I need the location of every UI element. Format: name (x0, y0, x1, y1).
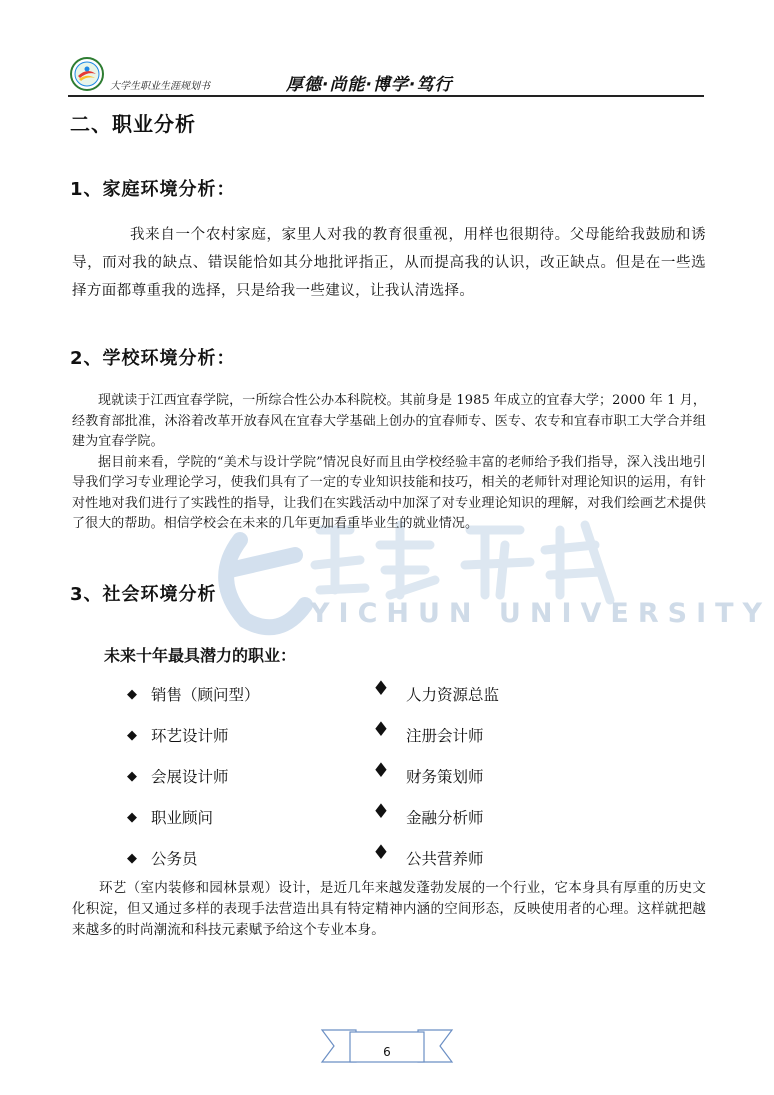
job-item-left: ◆ 会展设计师 (127, 768, 229, 786)
diamond-bullet-icon: ♦ (372, 676, 390, 700)
society-heading: 3、社会环境分析 (70, 584, 217, 605)
diamond-bullet-icon: ◆ (127, 686, 137, 702)
diamond-bullet-icon: ♦ (372, 758, 390, 782)
job-item-left: ◆ 公务员 (127, 850, 198, 868)
page-number: 6 (383, 1045, 391, 1059)
job-item-right: ♦ 财务策划师 (372, 758, 484, 786)
diamond-bullet-icon: ♦ (372, 840, 390, 864)
diamond-bullet-icon: ◆ (127, 727, 137, 743)
diamond-bullet-icon: ◆ (127, 768, 137, 784)
job-item-left: ◆ 环艺设计师 (127, 727, 229, 745)
family-heading: 1、家庭环境分析： (70, 179, 236, 200)
job-item-right: ♦ 金融分析师 (372, 799, 484, 827)
job-item-right: ♦ 注册会计师 (372, 717, 484, 745)
family-text: 我来自一个农村家庭，家里人对我的教育很重视，用样也很期待。父母能给我鼓励和诱导，而对我的缺点、错误能恰如其分地批评指正，从而提高我的认识，改正缺点。但是在一些选择方面都尊重我的选择，只是给我一些建议，让我认清选择。 (72, 227, 706, 299)
diamond-bullet-icon: ◆ (127, 850, 137, 866)
job-item-left: ◆ 销售（顾问型） (127, 686, 260, 704)
header-divider (68, 95, 704, 97)
watermark-text: YICHUN UNIVERSITY (310, 598, 772, 629)
header-subtitle: 大学生职业生涯规划书 (110, 81, 210, 92)
header-motto: 厚德·尚能·博学·笃行 (286, 75, 453, 95)
society-paragraph (72, 878, 706, 941)
society-subheading: 未来十年最具潜力的职业： (104, 646, 297, 665)
diamond-bullet-icon: ♦ (372, 717, 390, 741)
job-item-right: ♦ 人力资源总监 (372, 676, 500, 704)
school-heading: 2、学校环境分析： (70, 348, 236, 369)
section-title: 二、职业分析 (70, 112, 196, 136)
school-text-2: 据目前来看，学院的“美术与设计学院”情况良好而且由学校经验丰富的老师给予我们指导，深入浅出地引导我们学习专业理论学习，使我们具有了一定的专业知识技能和技巧，相关的老师针对理论知识的运用，有针对性地对我们进行了实践性的指导，让我们在实践活动中加深了对专业理论知识的理解，对我们绘画艺术提供了很大的帮助。相信学校会在未来的几年更加看重毕业生的就业情况。 (72, 454, 706, 531)
diamond-bullet-icon: ◆ (127, 809, 137, 825)
school-paragraph (72, 391, 706, 535)
family-paragraph (72, 221, 706, 305)
university-logo-icon (70, 57, 104, 91)
school-text-1: 现就读于江西宜春学院，一所综合性公办本科院校。其前身是 1985 年成立的宜春大学；2000 年 1 月，经教育部批准，沐浴着改革开放春风在宜春大学基础上创办的宜春师专、医专、农专和宜春市职工大学合并组建为宜春学院。 (72, 393, 706, 449)
diamond-bullet-icon: ♦ (372, 799, 390, 823)
job-item-right: ♦ 公共营养师 (372, 840, 484, 868)
job-item-left: ◆ 职业顾问 (127, 809, 214, 827)
society-text: 环艺（室内装修和园林景观）设计，是近几年来越发蓬勃发展的一个行业，它本身具有厚重的历史文化积淀，但又通过多样的表现手法营造出具有特定精神内涵的空间形态，反映使用者的心理。这样就把越来越多的时尚潮流和科技元素赋予给这个专业本身。 (72, 880, 706, 938)
